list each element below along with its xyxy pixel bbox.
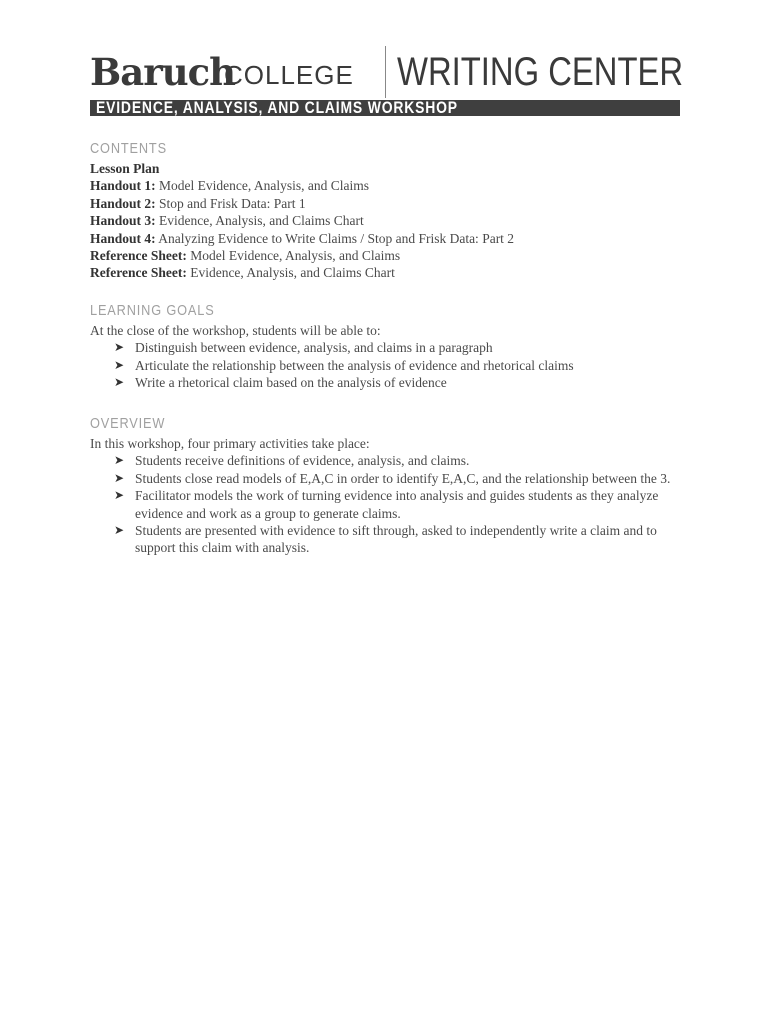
learning-goals-intro: At the close of the workshop, students will be able to: — [90, 323, 381, 338]
list-item-text: Students are presented with evidence to sift through, asked to independently write a claim and to support this claim with analysis. — [135, 523, 657, 556]
logo-divider — [385, 46, 386, 98]
list-item-text: Write a rhetorical claim based on the analysis of evidence — [135, 375, 447, 391]
logo-baruch: Baruch — [90, 50, 236, 94]
contents-section — [90, 140, 690, 282]
list-item-text: Facilitator models the work of turning evidence into analysis and guides students as they analyze evidence and work as a group to generate claims. — [135, 488, 659, 521]
overview-heading: OVERVIEW — [90, 415, 166, 432]
contents-item — [90, 160, 690, 177]
contents-item-text: Model Evidence, Analysis, and Claims — [155, 178, 369, 194]
arrowhead-bullet-icon: ➤ — [114, 453, 125, 468]
learning-goals-heading: LEARNING GOALS — [90, 302, 215, 319]
arrowhead-bullet-icon: ➤ — [114, 470, 125, 485]
contents-item-label: Reference Sheet: — [90, 265, 187, 281]
logo-college: COLLEGE — [224, 60, 354, 90]
header-logo — [90, 46, 684, 118]
contents-heading: CONTENTS — [90, 140, 167, 157]
contents-item-label: Handout 2: — [90, 195, 156, 211]
contents-item-text: Model Evidence, Analysis, and Claims — [186, 248, 401, 264]
contents-item-text: Stop and Frisk Data: Part 1 — [155, 195, 306, 211]
contents-item — [90, 212, 690, 229]
list-item — [90, 452, 675, 469]
list-item — [90, 522, 675, 557]
list-item-text: Articulate the relationship between the analysis of evidence and rhetorical claims — [135, 357, 574, 373]
contents-item — [90, 230, 690, 247]
contents-item-text: Evidence, Analysis, and Claims Chart — [186, 265, 395, 281]
banner-title: EVIDENCE, ANALYSIS, AND CLAIMS WORKSHOP — [96, 98, 458, 117]
logo-writing-center: WRITING CENTER — [397, 50, 684, 94]
list-item — [90, 339, 675, 356]
contents-item-text: Evidence, Analysis, and Claims Chart — [155, 213, 364, 229]
list-item — [90, 357, 675, 374]
list-item — [90, 470, 675, 487]
contents-item-label: Handout 3: — [90, 213, 156, 229]
list-item-text: Students close read models of E,A,C in order to identify E,A,C, and the relationship between the 3. — [135, 470, 671, 486]
contents-item — [90, 195, 690, 212]
list-item-text: Distinguish between evidence, analysis, and claims in a paragraph — [135, 340, 493, 356]
contents-item-label: Handout 4: — [90, 230, 156, 246]
learning-goals-list — [90, 339, 690, 391]
list-item — [90, 374, 675, 391]
arrowhead-bullet-icon: ➤ — [114, 488, 125, 503]
overview-intro: In this workshop, four primary activities take place: — [90, 436, 370, 451]
arrowhead-bullet-icon: ➤ — [114, 523, 125, 538]
contents-item-label: Reference Sheet: — [90, 248, 187, 264]
arrowhead-bullet-icon: ➤ — [114, 357, 125, 372]
contents-item-label: Handout 1: — [90, 178, 156, 194]
overview-section — [90, 415, 690, 557]
title-banner — [90, 100, 680, 116]
arrowhead-bullet-icon: ➤ — [114, 340, 125, 355]
arrowhead-bullet-icon: ➤ — [114, 375, 125, 390]
list-item-text: Students receive definitions of evidence, analysis, and claims. — [135, 453, 470, 469]
contents-item — [90, 177, 690, 194]
list-item — [90, 487, 675, 522]
learning-goals-section — [90, 302, 690, 392]
contents-item-text: Analyzing Evidence to Write Claims / Stop and Frisk Data: Part 2 — [155, 230, 515, 246]
contents-item-label: Lesson Plan — [90, 161, 160, 176]
overview-list — [90, 452, 690, 556]
contents-item — [90, 264, 690, 281]
contents-item — [90, 247, 690, 264]
